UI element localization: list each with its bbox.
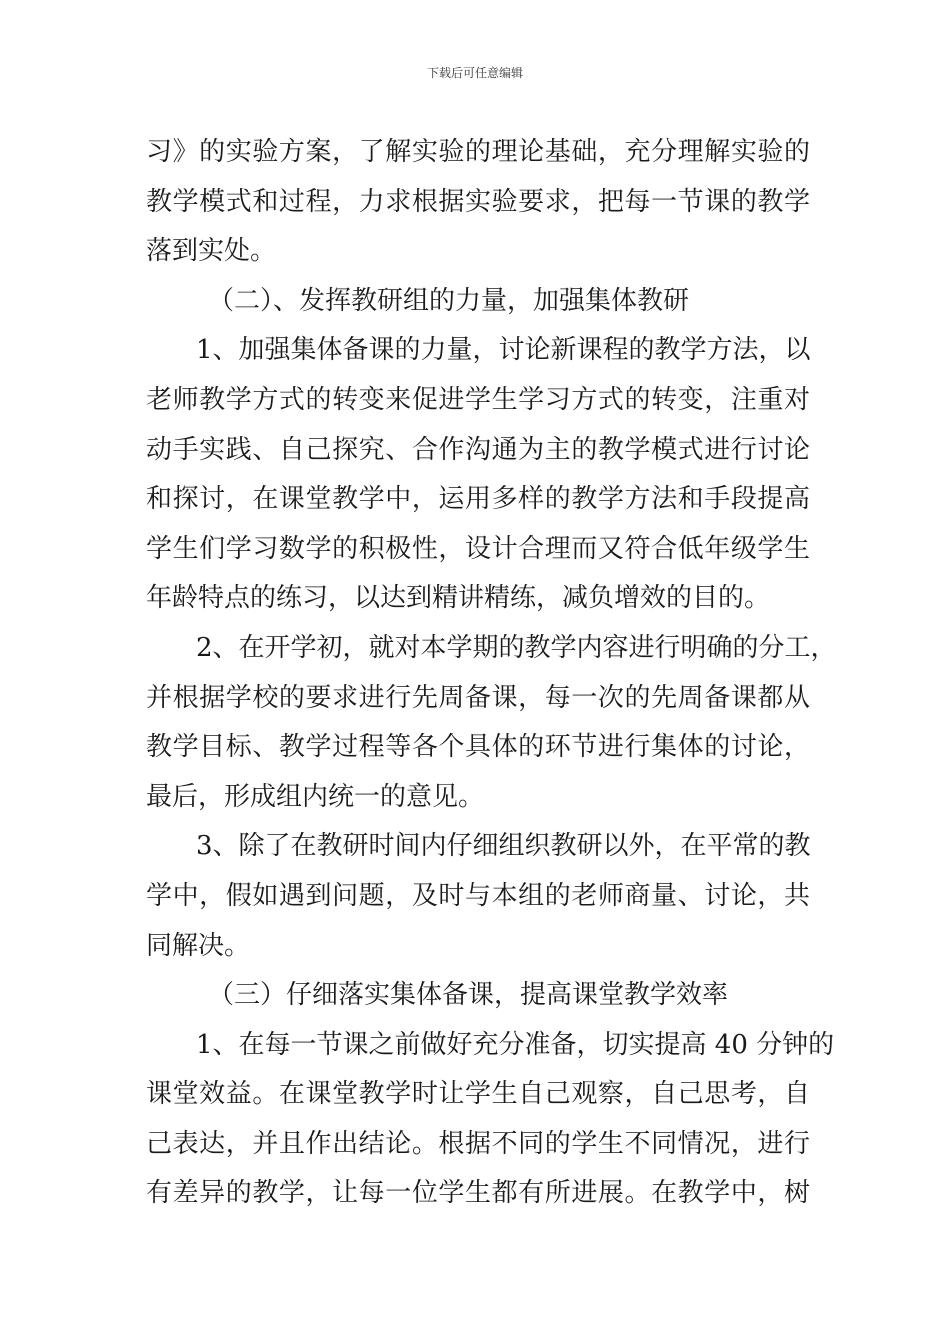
text-line: 学中，假如遇到问题，及时与本组的老师商量、讨论，共 <box>146 880 810 911</box>
section-heading-3 <box>146 971 810 1021</box>
text-line: 最后，形成组内统一的意见。 <box>146 781 485 812</box>
text-line: 同解决。 <box>146 930 251 961</box>
document-body <box>146 128 837 1219</box>
text-line: 3、除了在教研时间内仔细组织教研以外，在平常的教 <box>196 831 811 862</box>
text-line: 1、加强集体备课的力量，讨论新课程的教学方法，以 <box>196 335 811 366</box>
text-line: 1、在每一节课之前做好充分准备，切实提高 40 分钟的 <box>196 1029 835 1060</box>
text-line: 教学目标、教学过程等各个具体的环节进行集体的讨论， <box>146 732 810 763</box>
text-line: 老师教学方式的转变来促进学生学习方式的转变，注重对 <box>146 384 810 415</box>
paragraph-item-2 <box>146 624 837 822</box>
text-line: 习》的实验方案，了解实验的理论基础，充分理解实验的 <box>146 137 810 167</box>
heading-text: （二）、发挥教研组的力量，加强集体教研 <box>208 285 690 316</box>
paragraph-item-1 <box>146 326 810 624</box>
text-line: 落到实处。 <box>146 236 277 267</box>
text-line: 学生们学习数学的积极性，设计合理而又符合低年级学生 <box>146 533 810 564</box>
page-header: 下载后可任意编辑 <box>426 66 523 80</box>
text-line: 2、在开学初，就对本学期的教学内容进行明确的分工， <box>196 632 837 663</box>
heading-text: （三）仔细落实集体备课，提高课堂教学效率 <box>208 980 729 1011</box>
text-line: 教学模式和过程，力求根据实验要求，把每一节课的教学 <box>146 186 810 217</box>
text-line: 课堂效益。在课堂教学时让学生自己观察，自己思考，自 <box>146 1079 810 1110</box>
text-line: 和探讨，在课堂教学中，运用多样的教学方法和手段提高 <box>146 484 810 515</box>
paragraph-continuation <box>146 128 810 277</box>
paragraph-item-1-section-3 <box>146 1021 835 1219</box>
section-heading-2 <box>146 277 810 327</box>
text-line: 年龄特点的练习，以达到精讲精练，减负增效的目的。 <box>146 583 771 614</box>
text-line: 动手实践、自己探究、合作沟通为主的教学模式进行讨论 <box>146 434 810 465</box>
text-line: 己表达，并且作出结论。根据不同的学生不同情况，进行 <box>146 1128 810 1159</box>
paragraph-item-3 <box>146 822 810 971</box>
text-line: 有差异的教学，让每一位学生都有所进展。在教学中，树 <box>146 1178 810 1209</box>
text-line: 并根据学校的要求进行先周备课，每一次的先周备课都从 <box>146 682 810 713</box>
